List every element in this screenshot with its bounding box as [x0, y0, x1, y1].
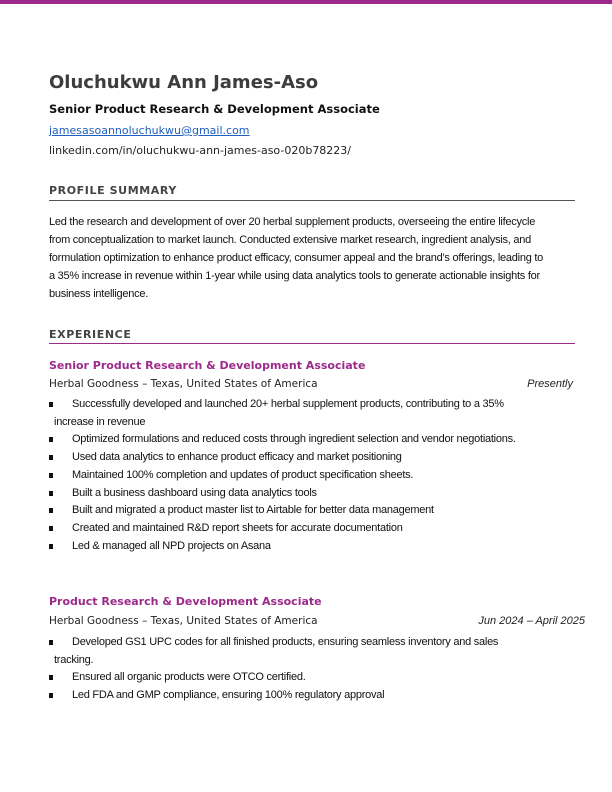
list-item: Optimized formulations and reduced costs through ingredient selection and vendor negotiations.: [49, 431, 539, 449]
list-item: Led FDA and GMP compliance, ensuring 100% regulatory approval: [49, 687, 539, 705]
candidate-name: Oluchukwu Ann James-Aso: [49, 72, 319, 93]
job-title: Product Research & Development Associate: [49, 595, 322, 608]
candidate-title: Senior Product Research & Development Associate: [49, 102, 380, 116]
email-link[interactable]: jamesasoannoluchukwu@gmail.com: [49, 124, 250, 137]
list-item: Created and maintained R&D report sheets for accurate documentation: [49, 520, 539, 538]
linkedin-url: linkedin.com/in/oluchukwu-ann-james-aso-020b78223/: [49, 144, 352, 157]
profile-summary-heading: PROFILE SUMMARY: [49, 184, 177, 197]
job-company: [49, 378, 585, 390]
company-location: Herbal Goodness – Texas, United States of America: [49, 615, 318, 627]
list-item: Built a business dashboard using data analytics tools: [49, 485, 539, 503]
job-date: Jun 2024 – April 2025: [478, 615, 585, 627]
job-bullets: [49, 396, 539, 555]
section-divider: [49, 343, 575, 344]
job-title: Senior Product Research & Development Associate: [49, 359, 366, 372]
company-location: Herbal Goodness – Texas, United States of America: [49, 378, 318, 390]
list-item: Ensured all organic products were OTCO certified.: [49, 669, 539, 687]
list-item: Built and migrated a product master list to Airtable for better data management: [49, 502, 539, 520]
experience-heading: EXPERIENCE: [49, 328, 132, 341]
list-item: Maintained 100% completion and updates of product specification sheets.: [49, 467, 539, 485]
list-item: Developed GS1 UPC codes for all finished products, ensuring seamless inventory and sales tracking.: [49, 634, 539, 669]
list-item: Used data analytics to enhance product efficacy and market positioning: [49, 449, 539, 467]
section-divider: [49, 200, 575, 201]
top-accent-bar: [0, 0, 612, 4]
list-item: Led & managed all NPD projects on Asana: [49, 538, 539, 556]
job-bullets: [49, 634, 539, 705]
profile-summary-text: Led the research and development of over 20 herbal supplement products, overseeing the entire lifecycle from conceptualization to market launch. Conducted extensive market research, ingredient analysis, and formulation optimization to enhance product efficacy, consumer appeal and the brand’s offerings, leading to a 35% increase in revenue within 1-year while using data analytics tools to generate actionable insights for business intelligence.: [49, 216, 544, 300]
job-entry: [49, 595, 585, 705]
job-date: Presently: [527, 378, 573, 390]
job-company: [49, 615, 585, 627]
job-entry: [49, 359, 585, 555]
list-item: Successfully developed and launched 20+ herbal supplement products, contributing to a 35% increase in revenue: [49, 396, 539, 431]
